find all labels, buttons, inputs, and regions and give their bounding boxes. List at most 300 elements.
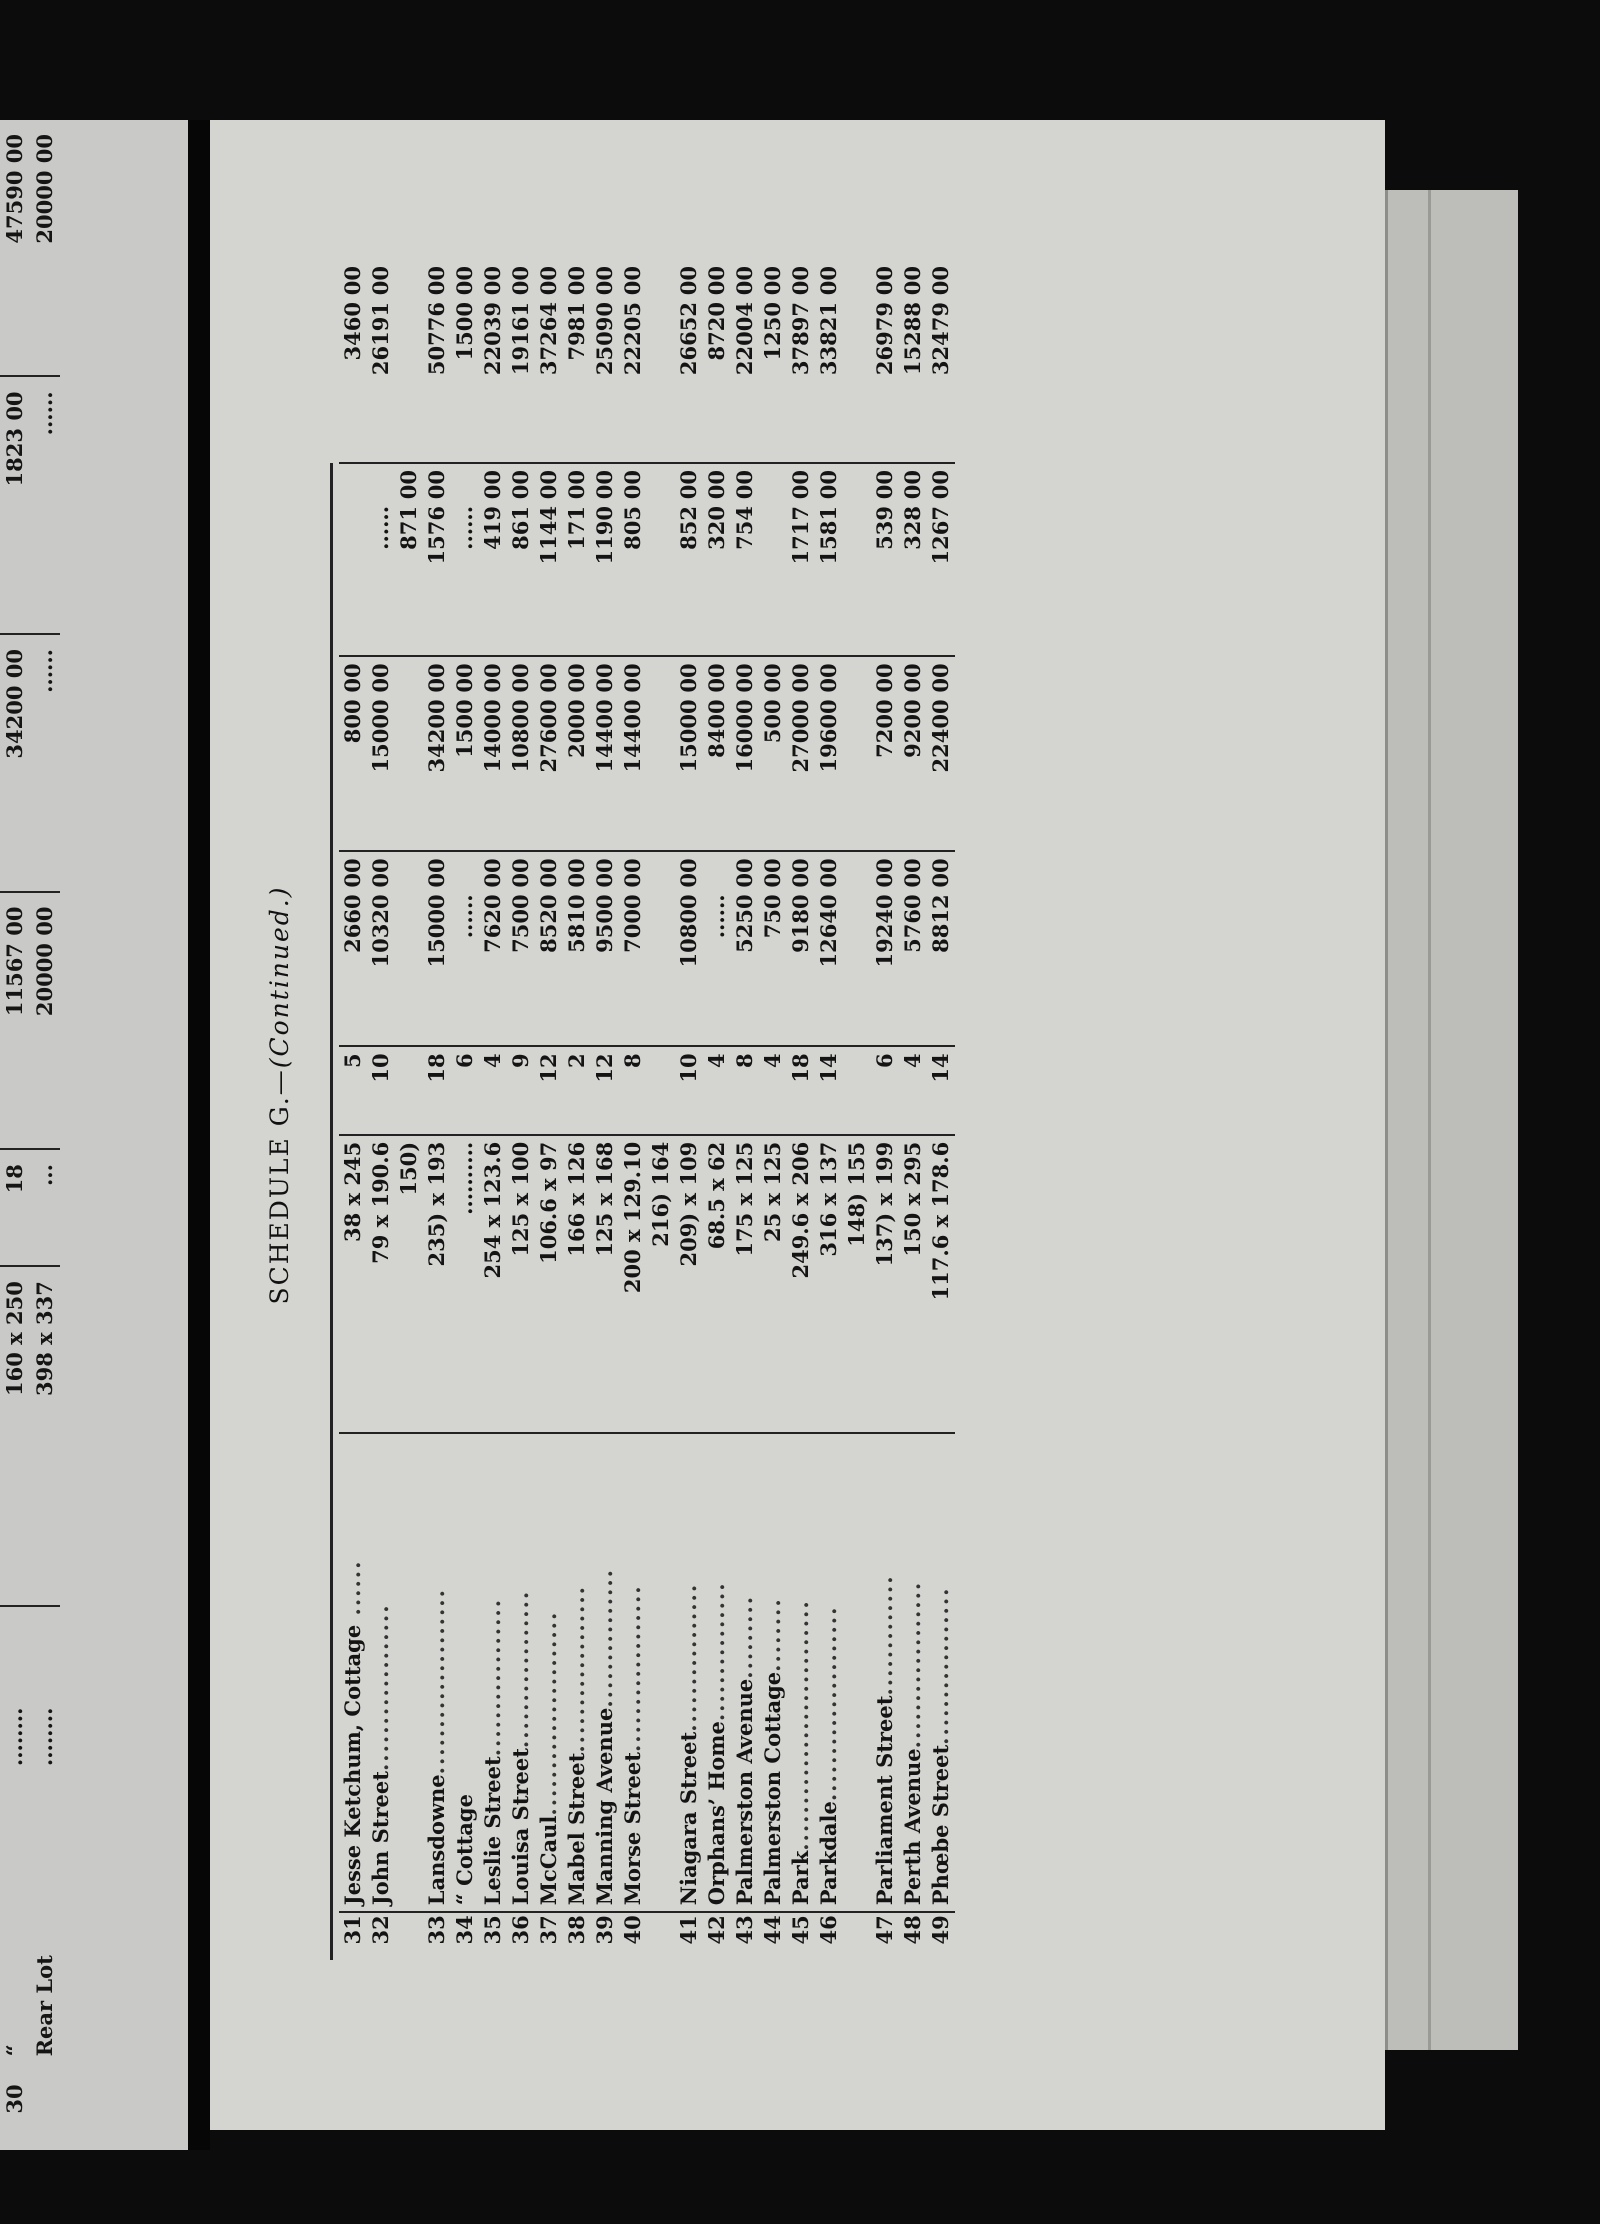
other-value-cents: 00 [872,469,897,500]
land-value-cents: 00 [928,858,953,888]
building-value-cents: 00 [508,663,533,693]
land-value-cents: 00 [424,858,449,888]
other-value [759,463,787,656]
count: 6 [452,1053,477,1069]
other-value [479,463,507,656]
land-value-dollars: 7500 [508,894,533,953]
leader-dots: ............. [872,1574,897,1696]
left-cell-num: 30 [2,2084,27,2114]
building-value-cents: 00 [368,663,393,693]
row-number: 44 [759,1912,787,1960]
other-value-cents: 00 [704,469,729,500]
other-value-dollars: 871 [396,505,421,550]
property-name-text: Mabel Street [564,1752,589,1906]
other-value [367,463,395,656]
property-name-text: Parliament Street [872,1695,897,1906]
land-value-cents: 00 [900,858,925,888]
land-value-dollars: ...... [452,894,477,939]
other-value [451,463,479,656]
total-value-dollars: 37897 [788,302,813,376]
land-value [703,851,731,1046]
building-value [507,656,535,851]
leader-dots: .................. [900,1580,925,1749]
row-number: 31 [339,1912,367,1960]
building-value-cents: 00 [872,663,897,693]
other-value-cents: 00 [676,469,701,500]
other-value [647,463,675,656]
other-value-dollars: 171 [564,505,589,550]
other-value [591,463,619,656]
other-value-cents: 00 [732,469,757,500]
building-value [367,656,395,851]
building-value [535,656,563,851]
other-value-cents: 00 [480,469,505,500]
property-name [787,1433,815,1912]
row-number: 40 [619,1912,647,1960]
property-name [395,1433,423,1912]
land-value [339,851,367,1046]
lot-dimensions: 106.6 x 97 [535,1135,563,1433]
total-value-dollars: 3460 [340,302,365,361]
other-value [787,463,815,656]
count: 8 [732,1053,757,1069]
property-name [479,1433,507,1912]
land-value-cents: 00 [508,858,533,888]
table-row [395,260,423,1960]
land-value-dollars: 15000 [424,894,449,968]
total-value-dollars: 25090 [592,302,617,376]
land-value [675,851,703,1046]
total-value-cents: 00 [872,266,897,296]
building-value-dollars: 14400 [592,699,617,773]
schedule-subtitle: —(Continued.) [265,885,294,1096]
table-top-rule [332,260,340,1960]
total-value-dollars: 26191 [368,302,393,376]
lot-dimensions: 254 x 123.6 [479,1135,507,1433]
property-name-text: Lansdowne [424,1774,449,1906]
building-value [871,656,899,851]
land-value-cents: 00 [480,858,505,888]
property-name [563,1433,591,1912]
land-value [927,851,955,1046]
row-number: 43 [731,1912,759,1960]
building-value [703,656,731,851]
building-value-dollars: 10800 [508,699,533,773]
lot-dimensions: 117.6 x 178.6 [927,1135,955,1433]
table-row [591,260,619,1960]
total-value [843,260,871,463]
row-number: 35 [479,1912,507,1960]
total-value [927,260,955,463]
property-name [927,1433,955,1912]
land-value-cents: 00 [340,858,365,888]
lot-dimensions: 166 x 126 [563,1135,591,1433]
lot-dimensions: 150 x 295 [899,1135,927,1433]
building-value-dollars: 2000 [564,699,589,758]
total-value [535,260,563,463]
total-value-cents: 00 [900,266,925,296]
other-value [675,463,703,656]
total-value-dollars: 50776 [424,302,449,376]
table-row [619,260,647,1960]
table-row [647,260,675,1960]
land-value [759,851,787,1046]
count: 12 [592,1053,617,1083]
schedule-heading [265,190,294,2000]
left-page-strip [0,120,188,2150]
table-row [423,260,451,1960]
count: 4 [704,1053,729,1069]
land-value-cents: 00 [788,858,813,888]
land-value [535,851,563,1046]
count: 14 [816,1053,841,1083]
land-value-dollars: 10320 [368,894,393,968]
count: 4 [760,1053,785,1069]
land-value [423,851,451,1046]
property-name [871,1433,899,1912]
property-name [703,1433,731,1912]
building-value-cents: 00 [564,663,589,693]
leader-dots: ...... [340,1559,365,1625]
building-value-cents: 00 [732,663,757,693]
row-number: 38 [563,1912,591,1960]
land-value-dollars: 7000 [620,894,645,953]
left-cell-dim1: 160 x 250 [0,1266,30,1606]
book-gutter [188,120,210,2150]
schedule-title: SCHEDULE G. [265,1095,294,1305]
row-number: 49 [927,1912,955,1960]
left-cell-total: 47590 00 [0,120,30,376]
building-value-dollars: 15000 [368,699,393,773]
leader-dots: ........................... [788,1599,813,1851]
building-value [591,656,619,851]
land-value [395,851,423,1046]
total-value-cents: 00 [928,266,953,296]
other-value [535,463,563,656]
row-number: 46 [815,1912,843,1960]
table-row [843,260,871,1960]
land-value-cents: 00 [760,858,785,888]
building-value [619,656,647,851]
other-value [731,463,759,656]
left-cell-dim1: 398 x 337 [30,1266,60,1606]
building-value [423,656,451,851]
leader-dots: ................. [508,1589,533,1749]
total-value-dollars: 26979 [872,302,897,376]
leader-dots: ..................... [816,1605,841,1802]
count: 8 [620,1053,645,1069]
left-cell-v2: ...... [30,634,60,892]
total-value-dollars: 22039 [480,302,505,376]
building-value-cents: 00 [760,663,785,693]
lot-dimensions: 175 x 125 [731,1135,759,1433]
total-value-cents: 00 [536,266,561,296]
leader-dots: ......... [732,1594,757,1679]
left-cell-v1: 20000 00 [30,892,60,1150]
total-value-dollars: 15288 [900,302,925,376]
total-value-dollars: 22205 [620,302,645,376]
total-value-cents: 00 [704,266,729,296]
row-number [395,1912,423,1960]
building-value-dollars: 800 [340,699,365,744]
building-value [731,656,759,851]
other-value [563,463,591,656]
property-name [815,1433,843,1912]
other-value-dollars: 1581 [816,505,841,565]
total-value-cents: 00 [508,266,533,296]
total-value [647,260,675,463]
total-value-dollars: 22004 [732,302,757,376]
lot-dimensions: 79 x 190.6 [367,1135,395,1433]
table-row [507,260,535,1960]
building-value [899,656,927,851]
property-name-text: McCaul [536,1815,561,1906]
property-name-text: “ Cottage [452,1794,477,1906]
total-value-cents: 00 [452,266,477,296]
table-row [451,260,479,1960]
building-value-cents: 00 [900,663,925,693]
land-value-cents: 00 [564,858,589,888]
total-value-cents: 00 [480,266,505,296]
property-name-text: Leslie Street [480,1756,505,1906]
building-value-dollars: 15000 [676,699,701,773]
land-value [507,851,535,1046]
table-row [703,260,731,1960]
building-value [339,656,367,851]
land-value-dollars: ...... [704,894,729,939]
building-value-dollars: 16000 [732,699,757,773]
total-value-dollars: 26652 [676,302,701,376]
other-value-cents: 00 [816,469,841,500]
other-value-dollars: 320 [704,505,729,550]
property-name [647,1433,675,1912]
total-value-dollars: 32479 [928,302,953,376]
property-name-text: Park [788,1850,813,1906]
land-value-dollars: 8812 [928,894,953,953]
property-name [899,1433,927,1912]
other-value-cents: 00 [508,469,533,500]
other-value [339,463,367,656]
lot-dimensions: .......... [451,1135,479,1433]
count [647,1046,675,1134]
building-value-dollars: 34200 [424,699,449,773]
land-value [871,851,899,1046]
land-value [479,851,507,1046]
property-name-text: Perth Avenue [900,1748,925,1906]
land-value-cents: 00 [536,858,561,888]
building-value [927,656,955,851]
property-name-text: Louisa Street [508,1748,533,1906]
other-value-cents: 00 [424,469,449,500]
land-value-dollars: 7620 [480,894,505,953]
land-value [591,851,619,1046]
other-value-dollars: 861 [508,505,533,550]
left-cell-num [30,2070,60,2150]
land-value-dollars: 19240 [872,894,897,968]
building-value-cents: 00 [620,663,645,693]
count: 18 [424,1053,449,1083]
building-value-cents: 00 [928,663,953,693]
land-value-cents: 00 [872,858,897,888]
land-value [843,851,871,1046]
total-value [507,260,535,463]
table-row [871,260,899,1960]
total-value [479,260,507,463]
total-value-cents: 00 [816,266,841,296]
land-value-cents: 00 [676,858,701,888]
total-value-dollars: 1250 [760,302,785,361]
leader-dots: ................. [928,1586,953,1745]
building-value-cents: 00 [592,663,617,693]
row-number [843,1912,871,1960]
left-cell-n1: 18 [2,1164,27,1194]
row-number: 41 [675,1912,703,1960]
land-value-dollars: 5810 [564,894,589,953]
other-value-dollars: 1190 [592,505,617,565]
land-value-cents: 00 [592,858,617,888]
land-value-dollars: 9180 [788,894,813,953]
building-value-dollars: 27000 [788,699,813,773]
property-name-text: Phœbe Street [928,1744,953,1906]
total-value [731,260,759,463]
schedule-table-wrapper [330,260,955,1960]
land-value-dollars: 5250 [732,894,757,953]
lot-dimensions: 209) x 109 [675,1135,703,1433]
lot-dimensions: 249.6 x 206 [787,1135,815,1433]
other-value-dollars: 754 [732,505,757,550]
count [395,1046,423,1134]
property-name-text: Parkdale [816,1801,841,1906]
other-value-cents: 00 [536,469,561,500]
lot-dimensions: 25 x 125 [759,1135,787,1433]
building-value-cents: 00 [480,663,505,693]
leader-dots: ................ [676,1582,701,1732]
left-page-fragment [0,120,188,2150]
row-number: 36 [507,1912,535,1960]
lot-dimensions: 68.5 x 62 [703,1135,731,1433]
count: 2 [564,1053,589,1069]
total-value [367,260,395,463]
other-value-dollars: 1144 [536,505,561,565]
leader-dots: ............... [704,1581,729,1722]
total-value-dollars: 19161 [508,302,533,376]
building-value [843,656,871,851]
row-number: 45 [787,1912,815,1960]
property-name [675,1433,703,1912]
leader-dots: .................. [564,1585,589,1753]
building-value-dollars: 14000 [480,699,505,773]
building-value-dollars: 19600 [816,699,841,773]
land-value [815,851,843,1046]
leader-dots: .................... [424,1588,449,1775]
land-value [563,851,591,1046]
building-value-cents: 00 [816,663,841,693]
building-value-cents: 00 [676,663,701,693]
lot-dimensions: 200 x 129.10 [619,1135,647,1433]
property-name [843,1433,871,1912]
lot-dimensions: 235) x 193 [423,1135,451,1433]
total-value-cents: 00 [368,266,393,296]
other-value-dollars: 1576 [424,505,449,565]
total-value-cents: 00 [592,266,617,296]
other-value-cents: 00 [396,469,421,500]
building-value [647,656,675,851]
total-value [395,260,423,463]
count: 18 [788,1053,813,1083]
lot-dimensions: 137) x 199 [871,1135,899,1433]
property-name-text: Orphans’ Home [704,1721,729,1906]
row-number: 32 [367,1912,395,1960]
total-value [871,260,899,463]
total-value-cents: 00 [760,266,785,296]
count: 12 [536,1053,561,1083]
row-number: 33 [423,1912,451,1960]
property-name [591,1433,619,1912]
land-value-cents: 00 [816,858,841,888]
table-row [367,260,395,1960]
row-number [647,1912,675,1960]
property-name-text: Jesse Ketchum, Cottage [340,1624,365,1906]
left-table-row [30,120,60,2150]
total-value [787,260,815,463]
lot-dimensions: 148) 155 [843,1135,871,1433]
left-page-table [0,120,60,2150]
count: 4 [480,1053,505,1069]
other-value-dollars: ...... [368,505,393,550]
table-row [479,260,507,1960]
property-name [451,1433,479,1912]
property-name-text: John Street [368,1771,393,1906]
total-value-cents: 00 [732,266,757,296]
table-row [535,260,563,1960]
building-value [563,656,591,851]
land-value-dollars: 5760 [900,894,925,953]
land-value [647,851,675,1046]
leader-dots: .................. [368,1603,393,1772]
property-name-text: Palmerston Cottage [760,1671,785,1906]
other-value-cents: 00 [592,469,617,500]
building-value-dollars: 1500 [452,699,477,758]
count: 14 [928,1053,953,1083]
other-value [927,463,955,656]
other-value [507,463,535,656]
left-cell-n1: ... [32,1164,57,1187]
building-value [395,656,423,851]
total-value [619,260,647,463]
property-name-text: Palmerston Avenue [732,1678,757,1906]
count: 9 [508,1053,533,1069]
row-number: 37 [535,1912,563,1960]
count: 10 [676,1053,701,1083]
building-value-dollars: 9200 [900,699,925,758]
building-value-cents: 00 [340,663,365,693]
property-name [731,1433,759,1912]
building-value [815,656,843,851]
left-cell-v3: ...... [30,376,60,634]
left-cell-dots: ........ [32,1707,57,1767]
total-value-dollars: 1500 [452,302,477,361]
land-value [787,851,815,1046]
land-value-cents: 00 [620,858,645,888]
page-stack-edge [1385,190,1518,2050]
count: 6 [872,1053,897,1069]
table-row [675,260,703,1960]
building-value-dollars: 27600 [536,699,561,773]
land-value-dollars: 750 [760,894,785,939]
other-value-cents: 00 [564,469,589,500]
lot-dimensions: 216) 164 [647,1135,675,1433]
building-value [787,656,815,851]
